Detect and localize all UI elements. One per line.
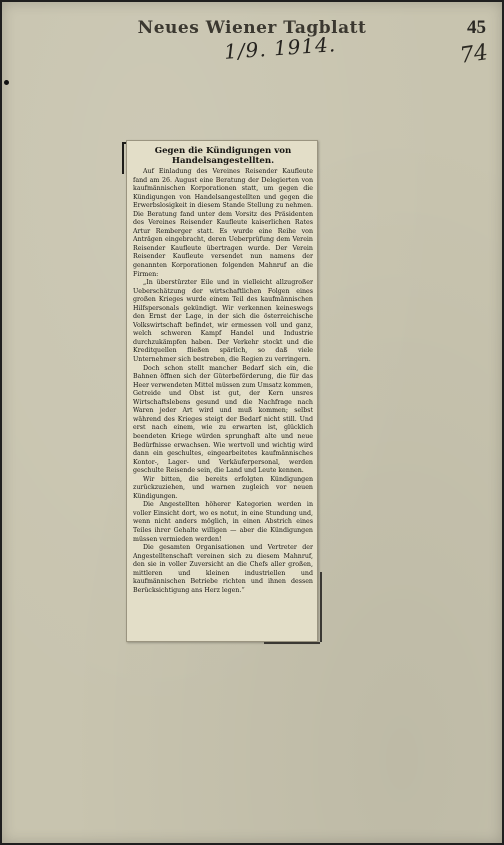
newspaper-clipping — [126, 140, 318, 642]
handwritten-mark: 74 — [458, 40, 490, 69]
article-paragraph-5: Die Angestellten höherer Kategorien werden in voller Einsicht dort, wo es notut, in eine Stundung und, wenn nicht anders möglich, in einen Abstrich eines Teiles ihrer Gehalte willigen — aber die Kündigungen müssen vermieden werden! — [133, 501, 313, 543]
article-paragraph-1: Auf Einladung des Vereines Reisender Kaufleute fand am 26. August eine Beratung der Delegierten von kaufmännischen Korporationen statt, um gegen die Kündigungen von Handelsangestellten und gegen die Erwerbslosigkeit in diesem Stande Stellung zu nehmen. Die Beratung fand unter dem Vorsitz des Präsidenten des Vereines Reisender Kaufleute kaiserlichen Rates Artur Remberger statt. Es wurde eine Reihe von Anträgen eingebracht, deren Ueberprüfung dem Verein Reisender Kaufleute übertragen wurde. Der Verein Reisender Kaufleute versendet nun namens der genannten Korporationen folgenden Mahnruf an die Firmen: — [133, 168, 313, 278]
pencil-side-mark — [316, 572, 322, 642]
archive-sheet — [2, 2, 502, 843]
pencil-underline-mark — [264, 642, 320, 644]
newspaper-masthead: Neues Wiener Tagblatt — [137, 18, 367, 38]
article-paragraph-3: Doch schon stellt mancher Bedarf sich ein, die Bahnen öffnen sich der Güterbeförderung, die für das Heer verwendeten Mittel müssen zum Umsatz kommen, Getreide und Obst ist gut, der Kern unsres Wirtschaftslebens gesund und die Nachfrage nach Waren jeder Art wird und muß kommen; selbst während des Krieges steigt der Bedarf nicht still. Und erst nach einem, wie zu erwarten ist, glücklich beendeten Kriege würden sprunghaft alte und neue Bedürfnisse erwachsen. Wie wertvoll und wichtig wird dann ein geschultes, eingearbeitetes kaufmännisches Kontor-, Lager- und Verkäuferpersonal, werden geschulte Reisende sein, die Land und Leute kennen. — [133, 364, 313, 475]
punch-hole — [4, 80, 9, 85]
article-headline: Gegen die Kündigungen von Handelsangestellten. — [154, 146, 292, 166]
handwritten-date: 1/9. 1914. — [223, 32, 337, 64]
article-paragraph-4: Wir bitten, die bereits erfolgten Kündigungen zurückzuziehen, und warnen zugleich vor neuen Kündigungen. — [133, 475, 313, 500]
article-paragraph-2: „In überstürzter Eile und in vielleicht allzugroßer Ueberschätzung der wirtschaftlichen Folgen eines großen Krieges wurde einem Teil des kaufmännischen Hilfspersonals gekündigt. Wir verkennen keineswegs den Ernst der Lage, in der sich die österreichische Volkswirtschaft befindet, wir ermessen voll und ganz, welch schweren Kampf Handel und Industrie durchzukämpfen haben. Der Verkehr stockt und die Kreditquellen fließen spärlich, so daß viele Unternehmer sich bestreben, die Regien zu verringern. — [133, 279, 313, 364]
article-paragraph-6: Die gesamten Organisationen und Vertreter der Angestelltenschaft vereinen sich zu diesem Mahnruf, den sie in voller Zuversicht an die Chefs aller großen, mittleren und kleinen industriellen und kaufmännischen Betriebe richten und ihnen dessen Berücksichtigung ans Herz legen.“ — [133, 544, 313, 594]
page-number: 45 — [467, 17, 486, 38]
